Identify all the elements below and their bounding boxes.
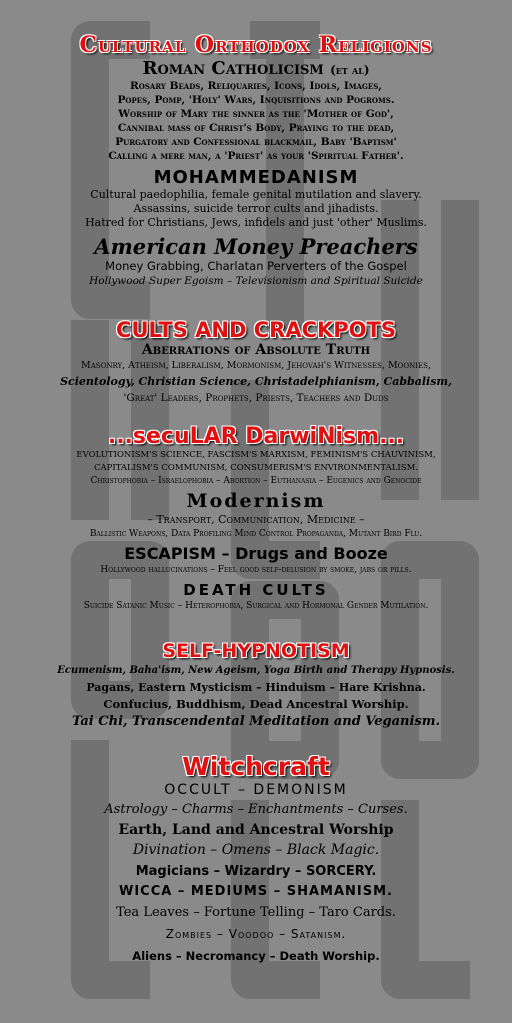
death-line: Suicide Satanic Music – Heterophobia, Surgical and Hormonal Gender Mutilation.: [83, 601, 429, 611]
section-title-selfhyp: SELF-HYPNOTISM: [162, 640, 350, 662]
witch-line: Earth, Land and Ancestral Worship: [118, 822, 394, 838]
cults-line: Scientology, Christian Science, Christadelphianism, Cabbalism,: [60, 375, 452, 388]
modernism-sub: – Transport, Communication, Medicine –: [147, 513, 365, 526]
moham-line: Cultural paedophilia, female genital mutilation and slavery.: [90, 188, 422, 201]
roman-title: Roman Catholicism: [142, 58, 324, 79]
witch-line: Tea Leaves – Fortune Telling – Taro Cards.: [116, 905, 396, 920]
moham-line: Assassins, suicide terror cults and jihadists.: [133, 202, 379, 215]
witch-line: OCCULT – DEMONISM: [164, 782, 348, 798]
escapism-line: Hollywood hallucinations – Feel good self-delusion by smoke, jabs or pills.: [100, 565, 412, 575]
cults-line: Masonry, Atheism, Liberalism, Mormonism, Jehovah's Witnesses, Moonies,: [81, 360, 431, 371]
modernism-line: Ballistic Weapons, Data Profiling Mind Control Propaganda, Mutant Bird Flu.: [89, 529, 423, 539]
section-secular: [0, 424, 512, 613]
section-title-witchcraft: Witchcraft: [182, 752, 330, 781]
secular-line: Christophobia – Israelophobia – Abortion – Euthanasia – Eugenics and Genocide: [90, 476, 422, 486]
heading-american-money-preachers: American Money Preachers: [94, 234, 418, 259]
cultural-line: Worship of Mary the sinner as the 'Mother of God',: [118, 108, 394, 120]
cults-line: 'Great' Leaders, Prophets, Priests, Teachers and Duds: [123, 392, 389, 404]
section-selfhyp: [0, 640, 512, 731]
witch-line: Aliens – Necromancy – Death Worship.: [132, 949, 380, 963]
section-cults: [0, 318, 512, 406]
section-title-secular: ...secuLAR DarwiNism...: [107, 424, 405, 449]
cultural-line: Cannibal mass of Christ's Body, Praying to the dead,: [117, 122, 395, 134]
heading-escapism: ESCAPISM – Drugs and Booze: [124, 544, 388, 563]
cultural-line: Calling a mere man, a 'Priest' as your 'Spiritual Father'.: [108, 150, 404, 162]
witch-line: Magicians – Wizardry – SORCERY.: [135, 864, 377, 879]
heading-roman-catholicism: [0, 58, 512, 79]
witch-line: WICCA – MEDIUMS – SHAMANISM.: [119, 884, 393, 899]
section-cultural: [0, 32, 512, 289]
roman-suffix: (et al): [330, 63, 370, 77]
selfhyp-line: Ecumenism, Baha'ism, New Ageism, Yoga Birth and Therapy Hypnosis.: [57, 665, 455, 676]
cultural-line: Purgatory and Confessional blackmail, Baby 'Baptism': [115, 136, 397, 148]
moham-line: Hatred for Christians, Jews, infidels and just 'other' Muslims.: [85, 216, 427, 229]
cultural-line: Rosary Beads, Reliquaries, Icons, Idols, Images,: [130, 80, 382, 92]
selfhyp-line: Pagans, Eastern Mysticism – Hinduism – Hare Krishna.: [86, 681, 426, 694]
heading-modernism: Modernism: [186, 490, 326, 512]
cults-subtitle: Aberrations of Absolute Truth: [141, 342, 371, 358]
witch-line: Divination – Omens – Black Magic.: [132, 842, 380, 858]
witch-line: Zombies – Voodoo – Satanism.: [165, 927, 347, 941]
section-witch: [0, 752, 512, 967]
section-title-cults: CULTS AND CRACKPOTS: [116, 318, 396, 342]
heading-mohammedanism: MOHAMMEDANISM: [153, 167, 359, 188]
secular-line: CAPITALISM'S COMMUNISM, CONSUMERISM'S ENVIRONMENTALISM.: [93, 463, 419, 473]
selfhyp-line: Tai Chi, Transcendental Meditation and Veganism.: [71, 714, 441, 729]
selfhyp-line: Confucius, Buddhism, Dead Ancestral Worship.: [103, 697, 409, 711]
section-title-cultural: Cultural Orthodox Religions: [79, 32, 433, 58]
secular-line: EVOLUTIONISM'S SCIENCE, FASCISM'S MARXISM, FEMINISM'S CHAUVINISM,: [76, 450, 436, 460]
heading-death-cults: DEATH CULTS: [183, 581, 329, 599]
cultural-line: Popes, Pomp, 'Holy' Wars, Inquisitions and Pogroms.: [117, 94, 395, 106]
american-line: Hollywood Super Egoism – Televisionism and Spiritual Suicide: [89, 275, 423, 287]
witch-line: Astrology – Charms – Enchantments – Curses.: [104, 802, 408, 817]
american-line: Money Grabbing, Charlatan Perverters of the Gospel: [105, 259, 407, 273]
